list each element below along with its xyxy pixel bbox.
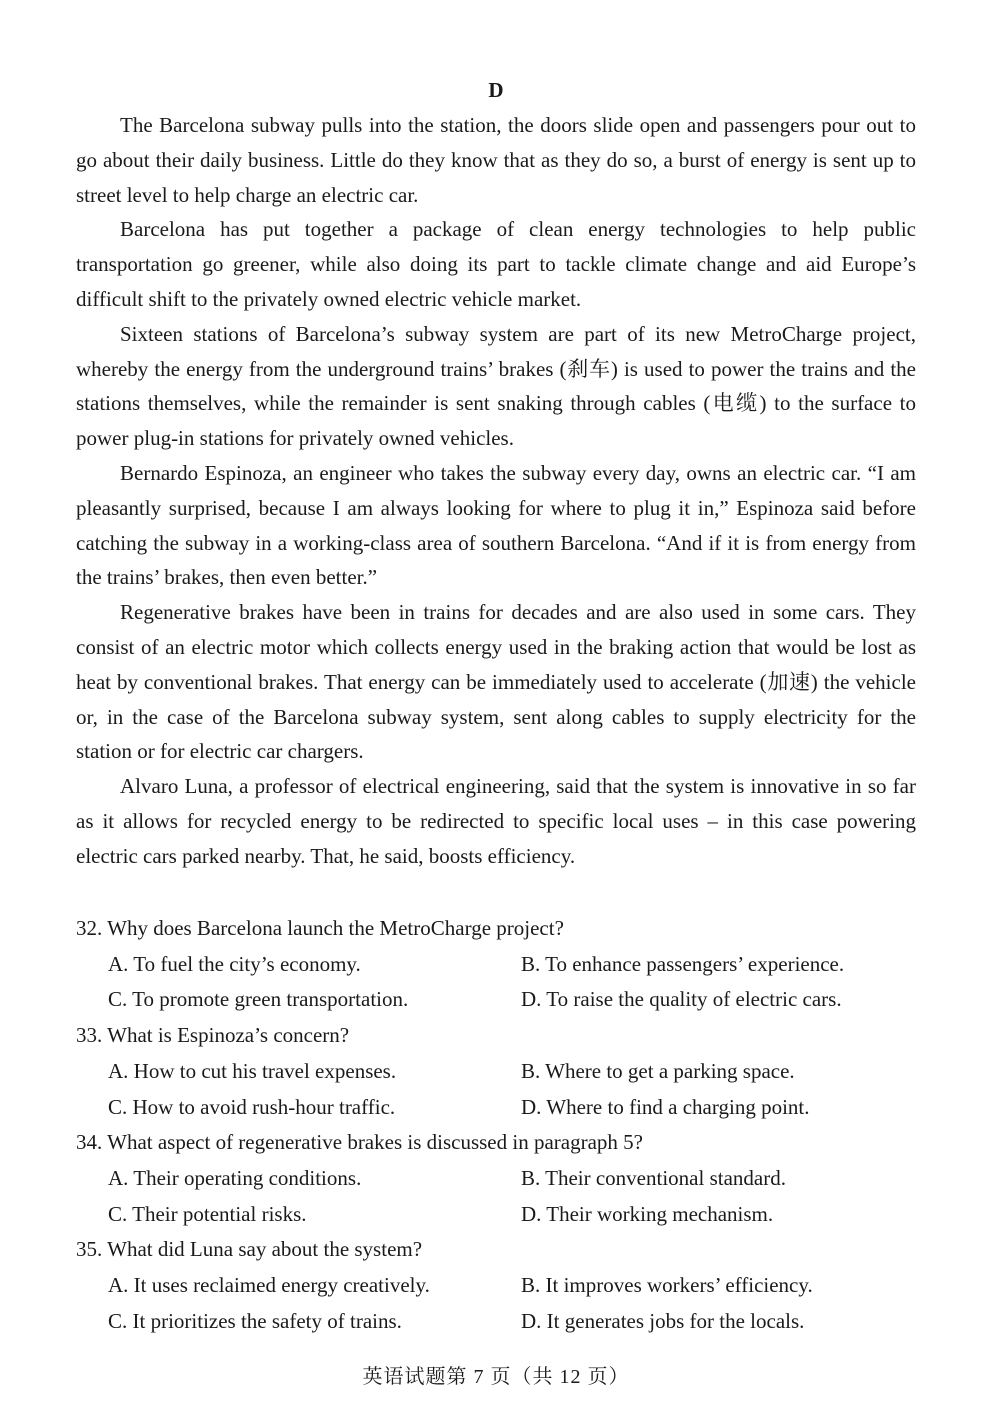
option-d: D. Their working mechanism. [521,1201,774,1226]
question-stem: 35. What did Luna say about the system? [76,1237,423,1262]
option-c: C. Their potential risks. [108,1201,307,1226]
option-c: C. It prioritizes the safety of trains. [108,1308,402,1333]
question-34 [76,1125,916,1232]
passage-paragraph-2: Barcelona has put together a package of clean energy technologies to help public transportation go greener, while also doing its part to tackle climate change and aid Europe’s difficult shift to the privately owned electric vehicle market. [76,217,916,311]
question-list [76,911,916,1339]
option-a: A. It uses reclaimed energy creatively. [108,1273,430,1298]
option-a: A. To fuel the city’s economy. [108,951,361,976]
question-35 [76,1232,916,1339]
option-c: C. To promote green transportation. [108,987,409,1012]
option-row [76,1197,916,1233]
question-stem: 34. What aspect of regenerative brakes is discussed in paragraph 5? [76,1130,643,1155]
option-row [76,1161,916,1197]
option-d: D. It generates jobs for the locals. [521,1308,805,1333]
option-a: A. Their operating conditions. [108,1165,362,1190]
option-b: B. To enhance passengers’ experience. [521,951,845,976]
option-c: C. How to avoid rush-hour traffic. [108,1094,396,1119]
option-row [76,1304,916,1340]
option-row [76,1054,916,1090]
option-row [76,982,916,1018]
question-stem: 33. What is Espinoza’s concern? [76,1023,350,1048]
question-32 [76,911,916,1018]
passage-paragraph-5: Regenerative brakes have been in trains for decades and are also used in some cars. They consist of an electric motor which collects energy used in the braking action that would be lost as heat by conventional brakes. That energy can be immediately used to accelerate (加速) the vehicle or, in the case of the Barcelona subway system, sent along cables to supply electricity for the station or for electric car chargers. [76,600,916,764]
option-b: B. It improves workers’ efficiency. [521,1273,813,1298]
option-d: D. To raise the quality of electric cars. [521,987,842,1012]
section-label: D [488,78,504,102]
question-stem: 32. Why does Barcelona launch the MetroCharge project? [76,916,564,940]
passage-paragraph-6: Alvaro Luna, a professor of electrical engineering, said that the system is innovative in so far as it allows for recycled energy to be redirected to specific local uses – in this case powering electric cars parked nearby. That, he said, boosts efficiency. [76,774,916,868]
passage-paragraph-4: Bernardo Espinoza, an engineer who takes the subway every day, owns an electric car. “I am pleasantly surprised, because I am always looking for where to plug it in,” Espinoza said before catching the subway in a working-class area of southern Barcelona. “And if it is from energy from the trains’ brakes, then even better.” [76,460,916,590]
option-d: D. Where to find a charging point. [521,1094,810,1119]
option-b: B. Their conventional standard. [521,1165,786,1190]
option-a: A. How to cut his travel expenses. [108,1058,397,1083]
page-footer: 英语试题第 7 页（共 12 页） [362,1366,630,1388]
option-row [76,1090,916,1126]
passage-paragraph-1: The Barcelona subway pulls into the station, the doors slide open and passengers pour out to go about their daily business. Little do they know that as they do so, a burst of energy is sent up to street level to help charge an electric car. [76,113,916,207]
option-row [76,947,916,983]
passage-paragraph-3: Sixteen stations of Barcelona’s subway system are part of its new MetroCharge project, whereby the energy from the underground trains’ brakes (刹车) is used to power the trains and the stations themselves, while the remainder is sent snaking through cables (电缆) to the surface to power plug-in stations for privately owned vehicles. [76,321,916,451]
option-b: B. Where to get a parking space. [521,1058,795,1083]
question-33 [76,1018,916,1125]
reading-passage [76,108,916,874]
option-row [76,1268,916,1304]
